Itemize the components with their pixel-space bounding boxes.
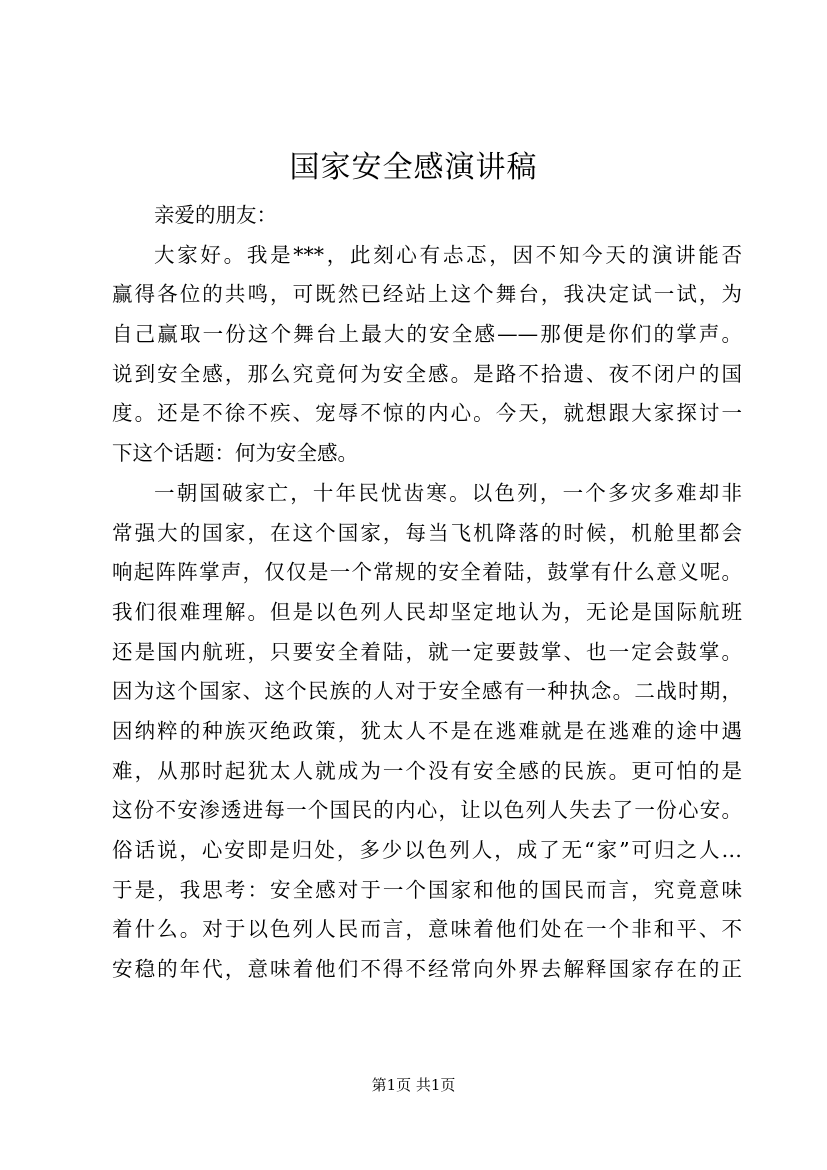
paragraph-line: 因为这个国家、这个民族的人对于安全感有一种执念。二战时期， <box>112 679 742 704</box>
salutation-line: 亲爱的朋友： <box>154 203 277 227</box>
paragraph-line: 这份不安渗透进每一个国民的内心，让以色列人失去了一份心安。 <box>112 798 742 823</box>
paragraph-line: 我们很难理解。但是以色列人民却坚定地认为，无论是国际航班 <box>112 599 742 624</box>
paragraph-line: 安稳的年代，意味着他们不得不经常向外界去解释国家存在的正 <box>112 957 742 982</box>
paragraph-line: 赢得各位的共鸣，可既然已经站上这个舞台，我决定试一试，为 <box>112 282 742 307</box>
paragraph-line: 难，从那时起犹太人就成为一个没有安全感的民族。更可怕的是 <box>112 758 742 783</box>
paragraph-line: 于是，我思考：安全感对于一个国家和他的国民而言，究竟意味 <box>112 877 742 902</box>
paragraph-line: 说到安全感，那么究竟何为安全感。是路不拾遗、夜不闭户的国 <box>112 361 742 386</box>
paragraph-line: 一朝国破家亡，十年民忧齿寒。以色列，一个多灾多难却非 <box>154 480 742 505</box>
paragraph-line: 着什么。对于以色列人民而言，意味着他们处在一个非和平、不 <box>112 917 742 942</box>
paragraph-line: 响起阵阵掌声，仅仅是一个常规的安全着陆，鼓掌有什么意义呢。 <box>112 560 742 585</box>
paragraph-line: 俗话说，心安即是归处，多少以色列人，成了无“家”可归之人… <box>112 838 742 862</box>
paragraph-line: 常强大的国家，在这个国家，每当飞机降落的时候，机舱里都会 <box>112 520 742 545</box>
paragraph-line: 还是国内航班，只要安全着陆，就一定要鼓掌、也一定会鼓掌。 <box>112 639 742 664</box>
document-body <box>112 196 742 990</box>
paragraph-line: 大家好。我是***，此刻心有忐忑，因不知今天的演讲能否 <box>154 242 742 267</box>
paragraph-line: 度。还是不徐不疾、宠辱不惊的内心。今天，就想跟大家探讨一 <box>112 401 742 426</box>
document-title: 国家安全感演讲稿 <box>289 150 538 185</box>
paragraph-line: 因纳粹的种族灭绝政策，犹太人不是在逃难就是在逃难的途中遇 <box>112 718 742 743</box>
page-number-footer: 第1页 共1页 <box>371 1076 456 1094</box>
paragraph-line: 自己赢取一份这个舞台上最大的安全感——那便是你们的掌声。 <box>112 322 742 347</box>
paragraph-line: 下这个话题：何为安全感。 <box>112 441 358 466</box>
